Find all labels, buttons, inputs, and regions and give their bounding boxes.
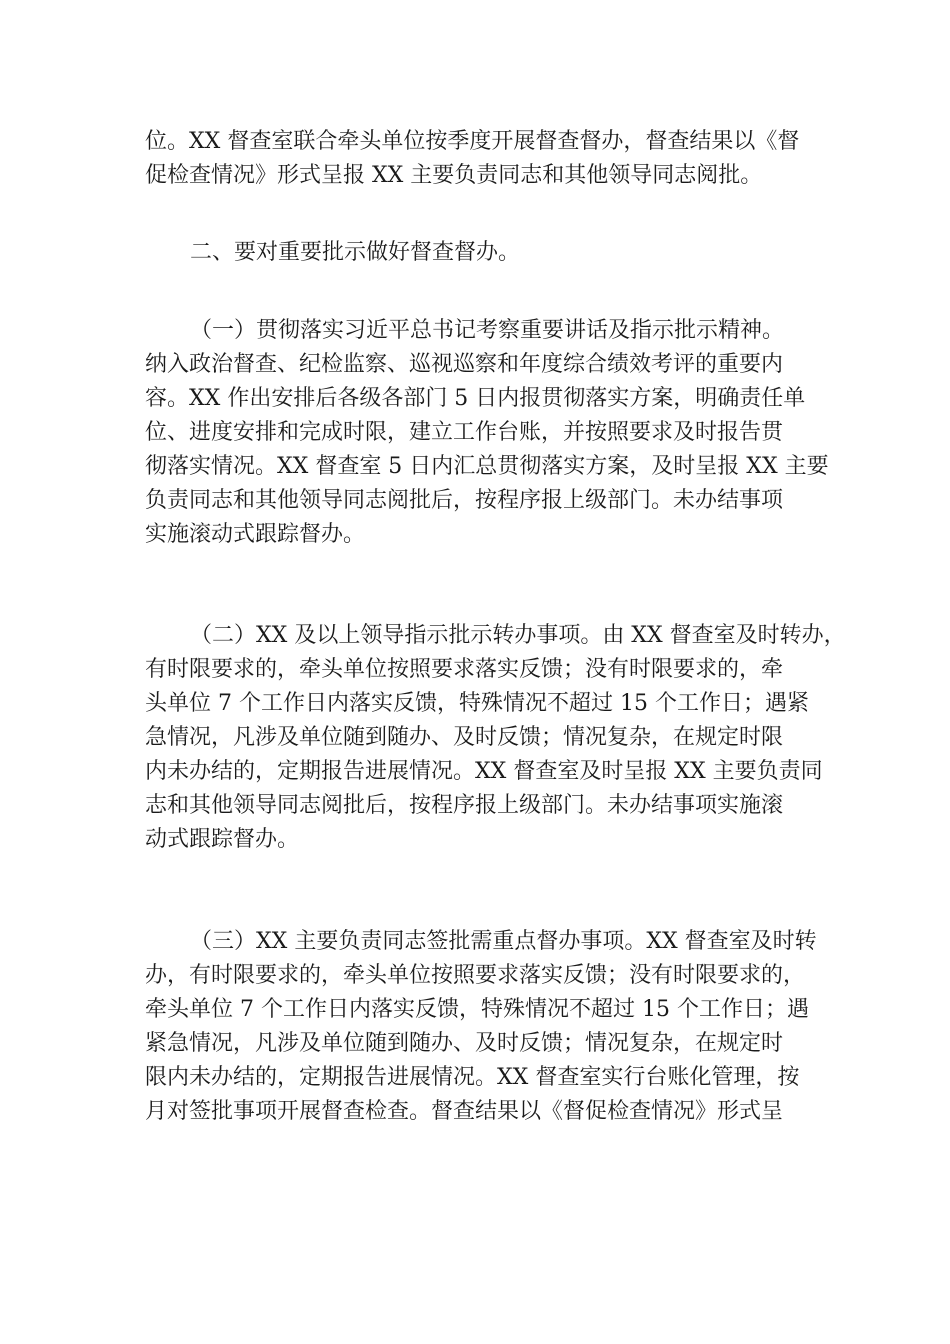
text-line: 有时限要求的，牵头单位按照要求落实反馈；没有时限要求的，牵: [145, 657, 784, 682]
paragraph-item-3: [145, 925, 825, 1129]
text-line: 实施滚动式跟踪督办。: [145, 522, 366, 547]
text-line: 牵头单位 7 个工作日内落实反馈，特殊情况不超过 15 个工作日；遇: [145, 997, 809, 1022]
text-line: 志和其他领导同志阅批后，按程序报上级部门。未办结事项实施滚: [145, 793, 784, 818]
text-line: 月对签批事项开展督查检查。督查结果以《督促检查情况》形式呈: [145, 1099, 784, 1124]
text-line: （三）XX 主要负责同志签批需重点督办事项。XX 督查室及时转: [190, 929, 817, 954]
paragraph-item-2: [145, 619, 846, 857]
section-heading: [145, 236, 825, 270]
paragraph-continuation: [145, 125, 825, 193]
text-line: 办，有时限要求的，牵头单位按照要求落实反馈；没有时限要求的，: [145, 963, 806, 988]
text-line: 位、进度安排和完成时限，建立工作台账，并按照要求及时报告贯: [145, 420, 784, 445]
text-line: 限内未办结的，定期报告进展情况。XX 督查室实行台账化管理，按: [145, 1065, 800, 1090]
text-line: 动式跟踪督办。: [145, 827, 300, 852]
text-line: （二）XX 及以上领导指示批示转办事项。由 XX 督查室及时转办，: [190, 623, 846, 648]
paragraph-item-1: [145, 314, 829, 552]
text-line: 促检查情况》形式呈报 XX 主要负责同志和其他领导同志阅批。: [145, 163, 763, 188]
text-line: 容。XX 作出安排后各级各部门 5 日内报贯彻落实方案，明确责任单: [145, 386, 806, 411]
text-line: 急情况，凡涉及单位随到随办、及时反馈；情况复杂，在规定时限: [145, 725, 784, 750]
text-line: 负责同志和其他领导同志阅批后，按程序报上级部门。未办结事项: [145, 488, 784, 513]
text-line: 内未办结的，定期报告进展情况。XX 督查室及时呈报 XX 主要负责同: [145, 759, 823, 784]
text-line: （一）贯彻落实习近平总书记考察重要讲话及指示批示精神。: [190, 318, 785, 343]
text-line: 彻落实情况。XX 督查室 5 日内汇总贯彻落实方案，及时呈报 XX 主要: [145, 454, 829, 479]
heading-text: 二、要对重要批示做好督查督办。: [190, 240, 521, 265]
text-line: 位。XX 督查室联合牵头单位按季度开展督查督办，督查结果以《督: [145, 129, 800, 154]
text-line: 紧急情况，凡涉及单位随到随办、及时反馈；情况复杂，在规定时: [145, 1031, 784, 1056]
text-line: 纳入政治督查、纪检监察、巡视巡察和年度综合绩效考评的重要内: [145, 352, 784, 377]
text-line: 头单位 7 个工作日内落实反馈，特殊情况不超过 15 个工作日；遇紧: [145, 691, 809, 716]
